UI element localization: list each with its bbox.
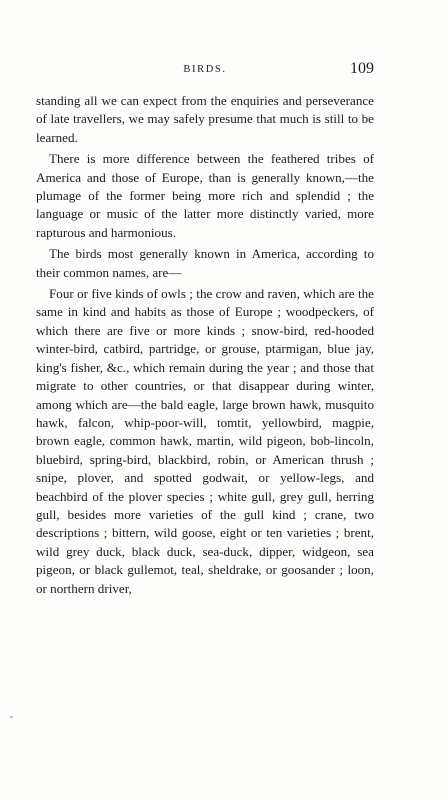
running-title: BIRDS.: [183, 64, 227, 75]
paragraph-feathered-tribes: There is more difference between the feathered tribes of America and those of Europe, than is generally known,—the plumage of the former being more rich and splendid ; the language or music of the latter more distinctly varied, more rapturous and harmonious.: [36, 151, 374, 240]
page-number: 109: [350, 60, 374, 77]
paragraph-bird-list: Four or five kinds of owls ; the crow and raven, which are the same in kind and habits as those of Europe ; woodpeckers, of which there are five or more kinds ; snow-bird, red-hooded winter-bird, catbird, partridge, or grouse, ptarmigan, blue jay, king's fisher, &c., which remain during the year ; and those that migrate to other countries, or that disappear during winter, among which are—the bald eagle, large brown hawk, musquito hawk, falcon, whip-poor-will, tomtit, yellowbird, magpie, brown eagle, common hawk, martin, wild pigeon, bob-lincoln, bluebird, spring-bird, blackbird, robin, or American thrush ; snipe, plover, and spotted godwait, or yellow-legs, and beachbird of the plover species ; white gull, grey gull, herring gull, besides more varieties of the gull kind ; crane, two descriptions ; bittern, wild goose, eight or ten varieties ; brent, wild grey duck, black duck, sea-duck, dipper, widgeon, sea pigeon, or black gullemot, teal, sheldrake, or goosander ; loon, or northern driver,: [36, 286, 374, 596]
paper-speck: [10, 716, 13, 718]
running-head: [36, 60, 374, 82]
paragraph-continuation: standing all we can expect from the enquiries and perseverance of late travellers, we may safely presume that much is still to be learned.: [36, 93, 374, 145]
paragraph-birds-known: The birds most generally known in America, according to their common names, are—: [36, 246, 374, 280]
body-text: [36, 92, 374, 598]
